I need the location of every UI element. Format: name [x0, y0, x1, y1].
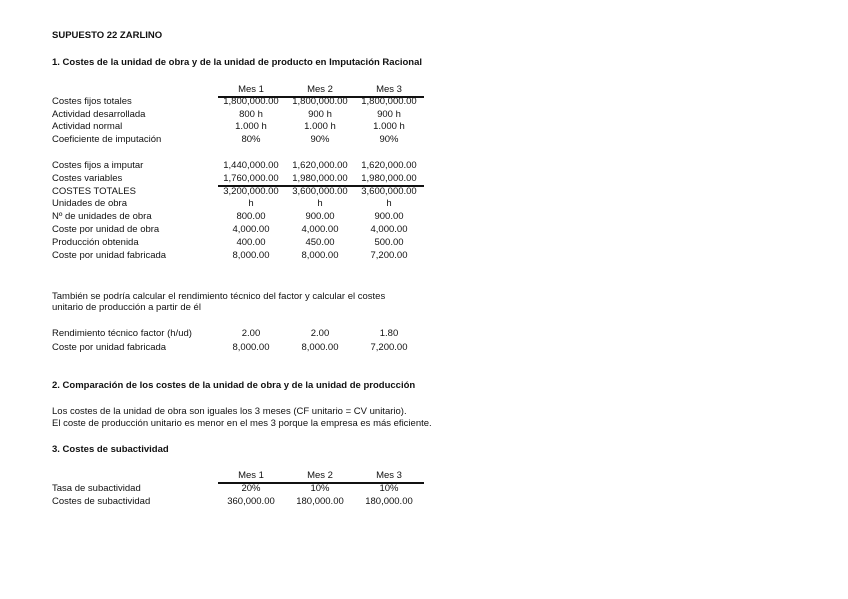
- row-value: 7,200.00: [370, 342, 408, 353]
- row-label: Costes de subactividad: [52, 496, 151, 507]
- row-value: 3,600,000.00: [292, 186, 348, 197]
- row-value: 2.00: [310, 328, 330, 339]
- row-value: 10%: [379, 483, 399, 494]
- row-label: Actividad normal: [52, 121, 123, 132]
- row-value: 7,200.00: [370, 250, 408, 261]
- row-value: 8,000.00: [301, 342, 339, 353]
- row-value: 800 h: [239, 109, 263, 120]
- row-value: 1.000 h: [373, 121, 405, 132]
- row-value: 1,760,000.00: [223, 173, 279, 184]
- row-value: 1,440,000.00: [223, 160, 279, 171]
- note-text: unitario de producción a partir de él: [52, 302, 201, 313]
- row-label: Tasa de subactividad: [52, 483, 141, 494]
- row-value: 8,000.00: [232, 342, 270, 353]
- row-value: 80%: [241, 134, 261, 145]
- row-value: 1,800,000.00: [223, 96, 279, 107]
- row-value: 1.80: [379, 328, 399, 339]
- row-label: Rendimiento técnico factor (h/ud): [52, 328, 192, 339]
- row-value: 8,000.00: [232, 250, 270, 261]
- row-value: h: [317, 198, 323, 209]
- row-label: Nº de unidades de obra: [52, 211, 152, 222]
- row-value: 10%: [310, 483, 330, 494]
- month-header: Mes 2: [307, 470, 333, 481]
- row-value: 4,000.00: [301, 224, 339, 235]
- note-text: También se podría calcular el rendimiento técnico del factor y calcular el costes: [52, 291, 386, 302]
- row-label: Actividad desarrollada: [52, 109, 146, 120]
- section2-heading: 2. Comparación de los costes de la unidad de obra y de la unidad de producción: [52, 380, 416, 391]
- row-label: Coste por unidad fabricada: [52, 342, 167, 353]
- row-label: Producción obtenida: [52, 237, 139, 248]
- month-header: Mes 2: [307, 84, 333, 95]
- row-value: 800.00: [236, 211, 266, 222]
- month-header: Mes 1: [238, 470, 264, 481]
- row-value: 4,000.00: [232, 224, 270, 235]
- section1-heading: 1. Costes de la unidad de obra y de la unidad de producto en Imputación Racional: [52, 57, 423, 68]
- row-value: 1,800,000.00: [292, 96, 348, 107]
- row-value: 900.00: [305, 211, 335, 222]
- row-value: 900.00: [374, 211, 404, 222]
- row-label: Costes variables: [52, 173, 123, 184]
- row-value: 450.00: [305, 237, 335, 248]
- row-value: 3,200,000.00: [223, 186, 279, 197]
- row-value: 400.00: [236, 237, 266, 248]
- row-value: 3,600,000.00: [361, 186, 417, 197]
- row-value: h: [248, 198, 254, 209]
- row-value: 1,620,000.00: [361, 160, 417, 171]
- month-header: Mes 3: [376, 470, 402, 481]
- row-value: 1,980,000.00: [361, 173, 417, 184]
- row-label: COSTES TOTALES: [52, 186, 136, 197]
- row-value: 1.000 h: [304, 121, 336, 132]
- row-value: 20%: [241, 483, 261, 494]
- row-value: 90%: [379, 134, 399, 145]
- month-header: Mes 1: [238, 84, 264, 95]
- row-value: 1,800,000.00: [361, 96, 417, 107]
- row-value: 1,620,000.00: [292, 160, 348, 171]
- row-label: Coste por unidad de obra: [52, 224, 160, 235]
- row-value: 8,000.00: [301, 250, 339, 261]
- row-value: 1.000 h: [235, 121, 267, 132]
- row-value: 900 h: [377, 109, 401, 120]
- row-value: 180,000.00: [365, 496, 413, 507]
- paragraph-line: El coste de producción unitario es menor en el mes 3 porque la empresa es más eficiente.: [52, 418, 432, 429]
- row-label: Costes fijos a imputar: [52, 160, 144, 171]
- row-label: Unidades de obra: [52, 198, 127, 209]
- row-value: 360,000.00: [227, 496, 275, 507]
- row-value: h: [386, 198, 392, 209]
- document-title: SUPUESTO 22 ZARLINO: [52, 30, 163, 41]
- row-label: Coste por unidad fabricada: [52, 250, 167, 261]
- row-value: 90%: [310, 134, 330, 145]
- row-label: Coeficiente de imputación: [52, 134, 162, 145]
- row-value: 2.00: [241, 328, 261, 339]
- section3-heading: 3. Costes de subactividad: [52, 444, 169, 455]
- row-value: 900 h: [308, 109, 332, 120]
- row-value: 500.00: [374, 237, 404, 248]
- row-value: 1,980,000.00: [292, 173, 348, 184]
- row-value: 180,000.00: [296, 496, 344, 507]
- row-value: 4,000.00: [370, 224, 408, 235]
- month-header: Mes 3: [376, 84, 402, 95]
- row-label: Costes fijos totales: [52, 96, 132, 107]
- paragraph-line: Los costes de la unidad de obra son iguales los 3 meses (CF unitario = CV unitario).: [52, 406, 407, 417]
